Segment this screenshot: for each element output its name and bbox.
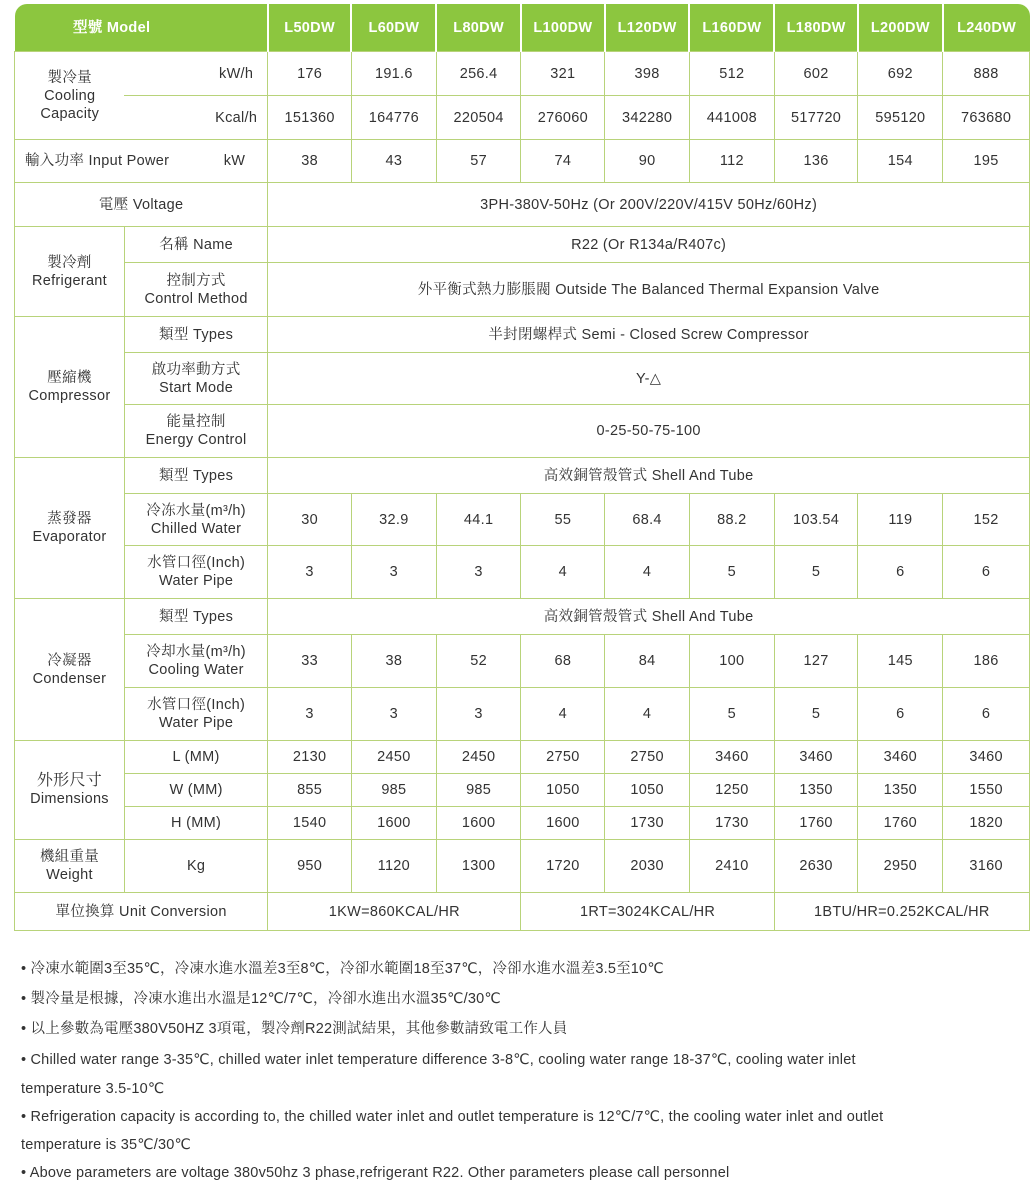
dimension-w-cell: 1350 bbox=[858, 774, 943, 807]
chilled-water-cell: 119 bbox=[858, 494, 943, 546]
dimension-w-cell: 1050 bbox=[521, 774, 605, 807]
note-line: temperature 3.5-10℃ bbox=[21, 1081, 165, 1097]
chilled-water-cell: 44.1 bbox=[436, 494, 521, 546]
evaporator-pipe-cell: 3 bbox=[436, 546, 521, 599]
chilled-water-en: Chilled Water bbox=[150, 520, 242, 537]
dimension-l-cell: 3460 bbox=[689, 741, 774, 774]
evaporator-pipe-cell: 3 bbox=[268, 546, 352, 599]
dimension-h-cell: 1760 bbox=[858, 807, 943, 840]
condenser-pipe-cell: 4 bbox=[605, 688, 690, 741]
input-power-cell: 112 bbox=[689, 140, 774, 183]
dimension-h-row bbox=[15, 807, 1030, 840]
control-method-label bbox=[124, 263, 267, 317]
model-name: L240DW bbox=[943, 4, 1030, 52]
weight-label-zh: 機組重量 bbox=[39, 849, 100, 865]
refrigerant-name-label: 名稱 Name bbox=[124, 227, 267, 263]
chilled-water-cell: 32.9 bbox=[351, 494, 436, 546]
start-mode-zh: 啟功率動方式 bbox=[151, 361, 241, 378]
dimensions-label bbox=[15, 741, 125, 840]
compressor-type-row bbox=[15, 317, 1030, 353]
weight-cell: 1300 bbox=[436, 840, 521, 893]
cooling-kcal-cell: 220504 bbox=[436, 96, 521, 140]
note-line: • 以上參數為電壓380V50HZ 3項電，製冷劑R22測試結果，其他參數請致電工作人員 bbox=[21, 1021, 568, 1037]
model-name: L160DW bbox=[689, 4, 774, 52]
cooling-kcal-cell: 595120 bbox=[858, 96, 943, 140]
dimensions-label-en: Dimensions bbox=[30, 791, 109, 807]
dimension-h-cell: 1730 bbox=[605, 807, 690, 840]
condenser-pipe-cell: 6 bbox=[943, 688, 1030, 741]
cooling-water-cell: 127 bbox=[774, 635, 858, 688]
input-power-cell: 195 bbox=[943, 140, 1030, 183]
dimension-h-cell: 1760 bbox=[774, 807, 858, 840]
model-header: 型號 Model bbox=[15, 4, 268, 52]
weight-cell: 3160 bbox=[943, 840, 1030, 893]
cooling-capacity-kw-row bbox=[15, 52, 1030, 96]
weight-label bbox=[15, 840, 125, 893]
dimensions-label-zh: 外形尺寸 bbox=[36, 772, 103, 789]
weight-row bbox=[15, 840, 1030, 893]
cooling-water-cell: 52 bbox=[436, 635, 521, 688]
evaporator-label-zh: 蒸發器 bbox=[47, 511, 92, 527]
weight-cell: 1720 bbox=[521, 840, 605, 893]
input-power-cell: 43 bbox=[351, 140, 436, 183]
note-line: • Above parameters are voltage 380v50hz 3 phase,refrigerant R22. Other parameters please call personnel bbox=[21, 1165, 730, 1181]
evaporator-pipe-en: Water Pipe bbox=[159, 573, 234, 589]
cooling-capacity-label bbox=[15, 52, 125, 140]
condenser-type-value: 高效銅管殼管式 Shell And Tube bbox=[268, 599, 1030, 635]
condenser-type-label: 類型 Types bbox=[124, 599, 267, 635]
cooling-capacity-label-zh: 製冷量 bbox=[47, 69, 92, 86]
evaporator-pipe-cell: 4 bbox=[521, 546, 605, 599]
cooling-unit-kw: kW/h bbox=[124, 52, 267, 96]
evaporator-type-row bbox=[15, 458, 1030, 494]
weight-cell: 950 bbox=[268, 840, 352, 893]
compressor-start-row bbox=[15, 353, 1030, 405]
input-power-label: 輸入功率 Input Power bbox=[15, 140, 125, 183]
cooling-unit-kcal: Kcal/h bbox=[124, 96, 267, 140]
dimension-h-cell: 1540 bbox=[268, 807, 352, 840]
chilled-water-cell: 88.2 bbox=[689, 494, 774, 546]
evaporator-type-value: 高效銅管殼管式 Shell And Tube bbox=[268, 458, 1030, 494]
input-power-unit: kW bbox=[124, 140, 267, 183]
condenser-pipe-cell: 5 bbox=[774, 688, 858, 741]
dimension-l-cell: 2750 bbox=[605, 741, 690, 774]
input-power-cell: 154 bbox=[858, 140, 943, 183]
refrigerant-control-row bbox=[15, 263, 1030, 317]
model-name: L200DW bbox=[858, 4, 943, 52]
model-name: L60DW bbox=[351, 4, 436, 52]
weight-label-en: Weight bbox=[46, 867, 93, 883]
start-mode-label bbox=[124, 353, 267, 405]
evaporator-pipe-label bbox=[124, 546, 267, 599]
dimension-l-cell: 2130 bbox=[268, 741, 352, 774]
cooling-kw-cell: 191.6 bbox=[351, 52, 436, 96]
dimension-l-label: L (MM) bbox=[124, 741, 267, 774]
cooling-kw-cell: 888 bbox=[943, 52, 1030, 96]
dimension-l-cell: 2750 bbox=[521, 741, 605, 774]
cooling-kcal-cell: 763680 bbox=[943, 96, 1030, 140]
unit-conversion-btu: 1BTU/HR=0.252KCAL/HR bbox=[774, 893, 1029, 931]
condenser-pipe-cell: 5 bbox=[689, 688, 774, 741]
unit-conversion-row bbox=[15, 893, 1030, 931]
dimension-w-cell: 1350 bbox=[774, 774, 858, 807]
dimension-l-cell: 2450 bbox=[436, 741, 521, 774]
condenser-pipe-row bbox=[15, 688, 1030, 741]
condenser-pipe-cell: 3 bbox=[436, 688, 521, 741]
evaporator-pipe-cell: 5 bbox=[689, 546, 774, 599]
compressor-label bbox=[15, 317, 125, 458]
condenser-type-row bbox=[15, 599, 1030, 635]
dimension-l-row bbox=[15, 741, 1030, 774]
chilled-water-label bbox=[124, 494, 267, 546]
condenser-pipe-label bbox=[124, 688, 267, 741]
weight-cell: 2030 bbox=[605, 840, 690, 893]
cooling-kw-cell: 176 bbox=[268, 52, 352, 96]
condenser-pipe-cell: 3 bbox=[351, 688, 436, 741]
evaporator-pipe-cell: 4 bbox=[605, 546, 690, 599]
dimension-w-cell: 1250 bbox=[689, 774, 774, 807]
dimension-h-cell: 1600 bbox=[521, 807, 605, 840]
cooling-kcal-cell: 517720 bbox=[774, 96, 858, 140]
cooling-water-cell: 186 bbox=[943, 635, 1030, 688]
evaporator-pipe-zh: 水管口徑(Inch) bbox=[147, 555, 246, 571]
cooling-kcal-cell: 164776 bbox=[351, 96, 436, 140]
chilled-water-cell: 30 bbox=[268, 494, 352, 546]
dimension-w-cell: 1550 bbox=[943, 774, 1030, 807]
spec-table bbox=[14, 4, 1030, 931]
condenser-label-en: Condenser bbox=[32, 670, 107, 687]
dimension-w-label: W (MM) bbox=[124, 774, 267, 807]
dimension-l-cell: 3460 bbox=[774, 741, 858, 774]
dimension-w-cell: 1050 bbox=[605, 774, 690, 807]
condenser-pipe-cell: 3 bbox=[268, 688, 352, 741]
dimension-h-cell: 1730 bbox=[689, 807, 774, 840]
cooling-kw-cell: 602 bbox=[774, 52, 858, 96]
condenser-pipe-en: Water Pipe bbox=[159, 715, 234, 731]
dimension-w-cell: 985 bbox=[351, 774, 436, 807]
start-mode-value: Y-△ bbox=[268, 353, 1030, 405]
dimension-l-cell: 2450 bbox=[351, 741, 436, 774]
cooling-capacity-kcal-row bbox=[15, 96, 1030, 140]
start-mode-en: Start Mode bbox=[159, 379, 234, 396]
energy-control-value: 0-25-50-75-100 bbox=[268, 405, 1030, 458]
dimension-w-cell: 855 bbox=[268, 774, 352, 807]
model-name: L120DW bbox=[605, 4, 690, 52]
weight-cell: 2410 bbox=[689, 840, 774, 893]
chilled-water-zh: 冷冻水量(m³/h) bbox=[146, 502, 246, 519]
control-method-en: Control Method bbox=[144, 290, 248, 307]
dimension-h-cell: 1600 bbox=[351, 807, 436, 840]
voltage-value: 3PH-380V-50Hz (Or 200V/220V/415V 50Hz/60Hz) bbox=[268, 183, 1030, 227]
cooling-kw-cell: 692 bbox=[858, 52, 943, 96]
cooling-water-label bbox=[124, 635, 267, 688]
unit-conversion-rt: 1RT=3024KCAL/HR bbox=[521, 893, 774, 931]
cooling-water-zh: 冷却水量(m³/h) bbox=[146, 644, 246, 660]
dimension-h-cell: 1820 bbox=[943, 807, 1030, 840]
dimension-h-cell: 1600 bbox=[436, 807, 521, 840]
input-power-cell: 136 bbox=[774, 140, 858, 183]
cooling-kw-cell: 321 bbox=[521, 52, 605, 96]
cooling-kw-cell: 256.4 bbox=[436, 52, 521, 96]
dimension-h-label: H (MM) bbox=[124, 807, 267, 840]
compressor-label-en: Compressor bbox=[28, 388, 111, 404]
dimension-l-cell: 3460 bbox=[858, 741, 943, 774]
dimension-w-row bbox=[15, 774, 1030, 807]
cooling-kw-cell: 398 bbox=[605, 52, 690, 96]
evaporator-pipe-cell: 6 bbox=[858, 546, 943, 599]
weight-cell: 2950 bbox=[858, 840, 943, 893]
note-line: temperature is 35℃/30℃ bbox=[21, 1137, 191, 1153]
input-power-cell: 90 bbox=[605, 140, 690, 183]
chilled-water-row bbox=[15, 494, 1030, 546]
cooling-kcal-cell: 441008 bbox=[689, 96, 774, 140]
input-power-row bbox=[15, 140, 1030, 183]
cooling-water-cell: 33 bbox=[268, 635, 352, 688]
cooling-water-cell: 68 bbox=[521, 635, 605, 688]
model-name: L180DW bbox=[774, 4, 858, 52]
condenser-pipe-zh: 水管口徑(Inch) bbox=[147, 697, 246, 713]
evaporator-label bbox=[15, 458, 125, 599]
evaporator-type-label: 類型 Types bbox=[124, 458, 267, 494]
energy-control-en: Energy Control bbox=[145, 432, 247, 448]
evaporator-pipe-row bbox=[15, 546, 1030, 599]
cooling-water-row bbox=[15, 635, 1030, 688]
cooling-water-cell: 38 bbox=[351, 635, 436, 688]
cooling-kw-cell: 512 bbox=[689, 52, 774, 96]
dimension-w-cell: 985 bbox=[436, 774, 521, 807]
cooling-water-cell: 100 bbox=[689, 635, 774, 688]
condenser-label bbox=[15, 599, 125, 741]
refrigerant-name-row bbox=[15, 227, 1030, 263]
cooling-water-en: Cooling Water bbox=[148, 662, 244, 678]
cooling-water-cell: 84 bbox=[605, 635, 690, 688]
compressor-type-label: 類型 Types bbox=[124, 317, 267, 353]
weight-cell: 1120 bbox=[351, 840, 436, 893]
condenser-pipe-cell: 4 bbox=[521, 688, 605, 741]
control-method-value: 外平衡式熱力膨脹閥 Outside The Balanced Thermal Expansion Valve bbox=[268, 263, 1030, 317]
condenser-pipe-cell: 6 bbox=[858, 688, 943, 741]
header-row bbox=[15, 4, 1030, 52]
voltage-row bbox=[15, 183, 1030, 227]
input-power-cell: 57 bbox=[436, 140, 521, 183]
note-line: • 製冷量是根據，冷凍水進出水溫是12℃/7℃，冷卻水進出水溫35℃/30℃ bbox=[21, 991, 501, 1007]
energy-control-zh: 能量控制 bbox=[166, 414, 226, 430]
unit-conversion-kw: 1KW=860KCAL/HR bbox=[268, 893, 521, 931]
unit-conversion-label: 單位換算 Unit Conversion bbox=[15, 893, 268, 931]
cooling-water-cell: 145 bbox=[858, 635, 943, 688]
note-line: • 冷凍水範圍3至35℃，冷凍水進水溫差3至8℃，冷卻水範圍18至37℃，冷卻水進水溫差3.5至10℃ bbox=[21, 961, 664, 977]
model-name: L50DW bbox=[268, 4, 352, 52]
cooling-kcal-cell: 276060 bbox=[521, 96, 605, 140]
refrigerant-name-value: R22 (Or R134a/R407c) bbox=[268, 227, 1030, 263]
chilled-water-cell: 152 bbox=[943, 494, 1030, 546]
evaporator-label-en: Evaporator bbox=[32, 529, 107, 545]
note-line: • Chilled water range 3-35℃, chilled water inlet temperature difference 3-8℃, cooling water range 18-37℃, cooling water inlet bbox=[21, 1052, 856, 1068]
dimension-l-cell: 3460 bbox=[943, 741, 1030, 774]
cooling-capacity-label-en: Cooling Capacity bbox=[40, 87, 100, 122]
evaporator-pipe-cell: 6 bbox=[943, 546, 1030, 599]
chilled-water-cell: 68.4 bbox=[605, 494, 690, 546]
cooling-kcal-cell: 151360 bbox=[268, 96, 352, 140]
cooling-kcal-cell: 342280 bbox=[605, 96, 690, 140]
compressor-label-zh: 壓縮機 bbox=[47, 370, 92, 386]
evaporator-pipe-cell: 3 bbox=[351, 546, 436, 599]
refrigerant-label-zh: 製冷劑 bbox=[47, 254, 92, 271]
refrigerant-label-en: Refrigerant bbox=[31, 272, 107, 289]
chilled-water-cell: 103.54 bbox=[774, 494, 858, 546]
model-name: L80DW bbox=[436, 4, 521, 52]
weight-cell: 2630 bbox=[774, 840, 858, 893]
compressor-energy-row bbox=[15, 405, 1030, 458]
compressor-type-value: 半封閉螺桿式 Semi - Closed Screw Compressor bbox=[268, 317, 1030, 353]
note-line: • Refrigeration capacity is according to, the chilled water inlet and outlet temperature is 12℃/7℃, the cooling water inlet and outlet bbox=[21, 1109, 884, 1125]
energy-control-label bbox=[124, 405, 267, 458]
condenser-label-zh: 冷凝器 bbox=[47, 652, 92, 669]
input-power-cell: 74 bbox=[521, 140, 605, 183]
voltage-label: 電壓 Voltage bbox=[15, 183, 268, 227]
weight-unit: Kg bbox=[124, 840, 267, 893]
refrigerant-label bbox=[15, 227, 125, 317]
chilled-water-cell: 55 bbox=[521, 494, 605, 546]
input-power-cell: 38 bbox=[268, 140, 352, 183]
evaporator-pipe-cell: 5 bbox=[774, 546, 858, 599]
model-name: L100DW bbox=[521, 4, 605, 52]
control-method-zh: 控制方式 bbox=[166, 272, 226, 289]
